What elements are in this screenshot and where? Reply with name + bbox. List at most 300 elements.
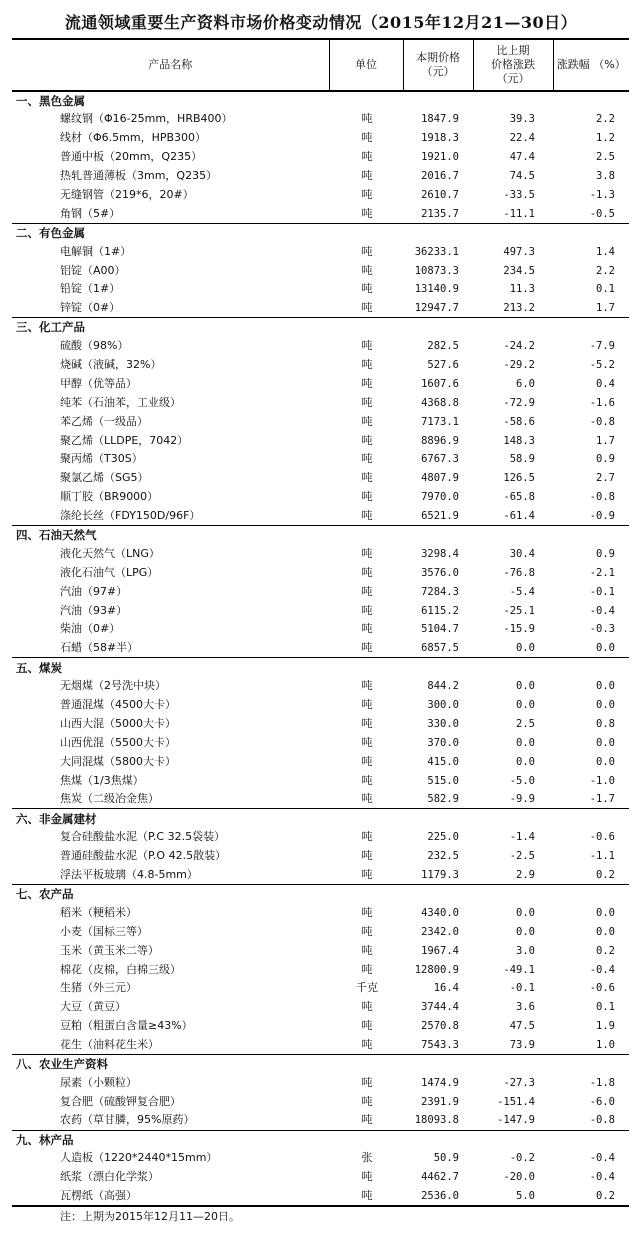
table-row [12, 450, 629, 469]
product-name: 柴油（0#） [60, 622, 121, 636]
product-name: 普通硅酸盐水泥（P.O 42.5散装） [60, 849, 227, 863]
pct-cell: -0.1 [589, 585, 615, 598]
table-row [12, 412, 629, 431]
unit-cell: 吨 [329, 507, 403, 526]
change-cell: -65.8 [503, 491, 535, 504]
price-cell: 1607.6 [421, 377, 459, 390]
unit-cell: 吨 [361, 943, 373, 957]
pct-cell: -1.6 [589, 396, 615, 409]
unit-cell: 吨 [361, 1170, 373, 1184]
price-cell: 7970.0 [421, 491, 459, 504]
change-cell: -33.5 [503, 189, 535, 201]
unit-cell: 吨 [361, 905, 373, 919]
product-name: 无缝钢管（219*6，20#） [60, 188, 194, 201]
price-cell: 370.0 [427, 736, 459, 749]
price-cell: 415.0 [427, 755, 459, 768]
pct-cell: 1.0 [553, 1036, 629, 1055]
unit-cell: 吨 [361, 754, 373, 768]
unit-cell: 吨 [361, 622, 373, 636]
price-cell: 844.2 [427, 680, 459, 693]
price-cell: 4368.8 [421, 396, 459, 409]
price-cell: 6115.2 [421, 604, 459, 617]
unit-cell: 吨 [361, 698, 373, 712]
pct-cell: 2.2 [596, 113, 615, 126]
price-cell: 7284.3 [421, 585, 459, 598]
pct-cell: -0.3 [589, 623, 615, 636]
price-cell: 4807.9 [421, 472, 459, 485]
unit-cell: 吨 [361, 849, 373, 863]
price-cell: 3576.0 [421, 566, 459, 579]
price-cell: 3744.4 [421, 1001, 459, 1014]
price-cell: 582.9 [403, 790, 473, 809]
category-row [12, 91, 629, 110]
unit-cell: 吨 [329, 866, 403, 885]
price-cell: 2610.7 [421, 189, 459, 201]
change-cell: 0.0 [473, 639, 553, 658]
product-name: 复合硅酸盐水泥（P.C 32.5袋装） [60, 830, 226, 844]
pct-cell: -0.9 [553, 507, 629, 526]
product-name: 铅锭（1#） [60, 282, 121, 296]
table-row [12, 242, 629, 261]
pct-cell: 0.8 [596, 717, 615, 730]
change-cell: -61.4 [473, 507, 553, 526]
pct-cell: 2.5 [596, 151, 615, 164]
price-cell: 5104.7 [421, 623, 459, 636]
change-cell: 0.0 [516, 680, 535, 693]
pct-cell: 0.0 [596, 755, 615, 768]
change-cell: 47.5 [509, 1020, 535, 1033]
change-cell: 39.3 [509, 113, 535, 126]
table-row [12, 1168, 629, 1187]
price-cell: 6857.5 [403, 639, 473, 658]
unit-cell: 吨 [361, 244, 373, 258]
category-label: 五、煤炭 [16, 660, 62, 675]
product-name: 聚氯乙烯（SG5） [60, 471, 149, 485]
page-title: 流通领域重要生产资料市场价格变动情况（2015年12月21—30日） [64, 13, 578, 32]
pct-cell: 2.7 [596, 472, 615, 485]
unit-cell: 吨 [329, 639, 403, 658]
table-row [12, 469, 629, 488]
unit-cell: 吨 [361, 169, 373, 183]
price-cell: 282.5 [427, 340, 459, 353]
table-row [12, 186, 629, 205]
footnote: 注：上期为2015年12月11—20日。 [60, 1210, 240, 1223]
price-cell: 16.4 [433, 982, 459, 995]
pct-cell: -0.8 [553, 1111, 629, 1130]
price-cell: 1921.0 [421, 151, 459, 164]
unit-cell: 吨 [361, 962, 373, 976]
change-cell: -76.8 [503, 566, 535, 579]
price-cell: 2016.7 [421, 170, 459, 183]
change-cell: 73.9 [473, 1036, 553, 1055]
table-row [12, 1017, 629, 1036]
price-cell: 12800.9 [414, 963, 459, 976]
change-cell: 0.0 [516, 736, 535, 749]
table-row [12, 167, 629, 186]
unit-cell: 吨 [361, 1019, 373, 1033]
change-cell: 3.0 [516, 944, 535, 957]
table-row [12, 204, 629, 223]
unit-cell: 吨 [329, 1111, 403, 1130]
pct-cell: -0.4 [589, 1171, 615, 1184]
product-name: 瓦楞纸（高强） [12, 1187, 329, 1206]
change-cell: 5.0 [473, 1187, 553, 1206]
category-label: 一、黑色金属 [16, 94, 85, 108]
unit-cell: 吨 [361, 716, 373, 730]
product-name: 棉花（皮棉，白棉三级） [60, 962, 181, 976]
category-row [12, 885, 629, 904]
price-cell: 527.6 [427, 359, 459, 372]
table-row [12, 261, 629, 280]
product-name: 硫酸（98%） [60, 339, 129, 353]
price-cell: 330.0 [427, 717, 459, 730]
table-row [12, 790, 629, 809]
price-cell: 4462.7 [421, 1171, 459, 1184]
change-cell: 74.5 [509, 170, 535, 183]
table-row [12, 1111, 629, 1130]
product-name: 人造板（1220*2440*15mm） [60, 1151, 218, 1165]
pct-cell: 0.1 [596, 1001, 615, 1014]
table-row [12, 696, 629, 715]
table-row [12, 979, 629, 998]
pct-cell: 0.9 [596, 453, 615, 466]
price-cell: 1967.4 [421, 944, 459, 957]
change-cell: 126.5 [503, 472, 535, 485]
change-cell: 0.0 [516, 906, 535, 919]
price-cell: 2391.9 [421, 1095, 459, 1108]
unit-cell: 吨 [361, 924, 373, 938]
product-name: 纯苯（石油苯，工业级） [60, 395, 181, 409]
product-name: 纸浆（漂白化学浆） [60, 1170, 159, 1184]
unit-cell: 吨 [361, 603, 373, 617]
header-product-name: 产品名称 [12, 39, 329, 91]
change-cell: -0.1 [509, 982, 535, 995]
table-header-row [12, 39, 629, 91]
change-cell: 58.9 [509, 453, 535, 466]
price-cell: 2570.8 [421, 1020, 459, 1033]
category-label: 四、石油天然气 [16, 528, 97, 543]
change-cell: 2.5 [516, 717, 535, 730]
category-label: 二、有色金属 [16, 226, 85, 241]
table-row [12, 356, 629, 375]
table-row [12, 488, 629, 507]
price-cell: 4340.0 [421, 906, 459, 919]
unit-cell: 张 [361, 1151, 373, 1165]
table-row [12, 677, 629, 696]
price-cell: 12947.7 [403, 299, 473, 318]
unit-cell: 吨 [361, 830, 373, 844]
price-cell: 13140.9 [414, 283, 459, 296]
pct-cell: 0.2 [553, 1187, 629, 1206]
change-cell: 3.6 [516, 1001, 535, 1014]
table-row [12, 1036, 629, 1055]
pct-cell: -0.8 [589, 491, 615, 504]
product-name: 顺丁胶（BR9000） [60, 490, 159, 504]
price-cell: 1918.3 [421, 132, 459, 145]
change-cell: -15.9 [503, 623, 535, 636]
pct-cell: 0.9 [596, 547, 615, 560]
product-name: 大豆（黄豆） [60, 1000, 126, 1014]
change-cell: -1.4 [509, 831, 535, 844]
change-cell: 6.0 [516, 377, 535, 390]
pct-cell: -1.8 [589, 1076, 615, 1089]
category-row [12, 526, 629, 545]
change-cell: 0.0 [516, 925, 535, 938]
pct-cell: -1.0 [589, 774, 615, 787]
change-cell: -24.2 [503, 340, 535, 353]
unit-cell: 吨 [361, 490, 373, 504]
unit-cell: 吨 [361, 414, 373, 428]
change-cell: -5.0 [509, 774, 535, 787]
category-label: 九、林产品 [16, 1132, 74, 1147]
table-row [12, 639, 629, 658]
change-cell: -20.0 [503, 1171, 535, 1184]
product-name: 山西大混（5000大卡） [60, 716, 176, 730]
pct-cell: 3.8 [596, 170, 615, 183]
header-current-price: 本期价格 （元） [403, 39, 473, 91]
change-cell: -9.9 [473, 790, 553, 809]
change-cell: 47.4 [509, 151, 535, 164]
header-price-change: 比上期 价格涨跌 （元） [473, 39, 553, 91]
price-cell: 36233.1 [414, 245, 459, 258]
header-unit: 单位 [329, 39, 403, 91]
unit-cell: 吨 [329, 204, 403, 223]
price-cell: 1474.9 [421, 1076, 459, 1089]
change-cell: -0.2 [509, 1152, 535, 1165]
product-name: 电解铜（1#） [60, 244, 132, 258]
table-row [12, 866, 629, 885]
pct-cell: -0.4 [589, 1152, 615, 1165]
pct-cell: 0.0 [596, 699, 615, 712]
product-name: 花生（油料花生米） [12, 1036, 329, 1055]
table-row [12, 601, 629, 620]
product-name: 热轧普通薄板（3mm，Q235） [60, 169, 218, 183]
product-name: 尿素（小颗粒） [60, 1075, 137, 1089]
table-row [12, 431, 629, 450]
change-cell: 148.3 [503, 434, 535, 447]
change-cell: -151.4 [497, 1095, 535, 1108]
product-name: 聚丙烯（T30S） [60, 452, 143, 466]
price-cell: 6767.3 [421, 453, 459, 466]
unit-cell: 吨 [361, 188, 373, 201]
change-cell: 11.3 [509, 283, 535, 296]
category-label: 三、化工产品 [16, 320, 85, 335]
price-cell: 515.0 [427, 774, 459, 787]
product-name: 石蜡（58#半） [12, 639, 329, 658]
change-cell: -5.4 [509, 585, 535, 598]
unit-cell: 吨 [361, 565, 373, 579]
pct-cell: -6.0 [589, 1095, 615, 1108]
change-cell: -147.9 [473, 1111, 553, 1130]
change-cell: 234.5 [503, 264, 535, 277]
change-cell: -58.6 [503, 415, 535, 428]
price-cell: 7173.1 [421, 415, 459, 428]
pct-cell: 0.2 [553, 866, 629, 885]
unit-cell: 吨 [361, 452, 373, 466]
price-cell: 1847.9 [421, 113, 459, 126]
change-cell: -27.3 [503, 1076, 535, 1089]
table-row [12, 828, 629, 847]
category-label: 六、非金属建材 [16, 811, 97, 826]
pct-cell: 0.2 [596, 944, 615, 957]
change-cell: -29.2 [503, 359, 535, 372]
unit-cell: 吨 [361, 358, 373, 372]
unit-cell: 千克 [356, 981, 378, 995]
product-name: 螺纹钢（Φ16-25mm，HRB400） [60, 112, 233, 126]
product-name: 农药（草甘膦，95%原药） [12, 1111, 329, 1130]
price-table-container [12, 38, 629, 1207]
unit-cell: 吨 [361, 1094, 373, 1108]
product-name: 生猪（外三元） [60, 981, 137, 995]
product-name: 涤纶长丝（FDY150D/96F） [12, 507, 329, 526]
category-label: 八、农业生产资料 [16, 1057, 108, 1072]
pct-cell: -1.3 [589, 189, 615, 201]
product-name: 浮法平板玻璃（4.8-5mm） [12, 866, 329, 885]
pct-cell: -2.1 [589, 566, 615, 579]
pct-cell: 0.1 [596, 283, 615, 296]
price-cell: 225.0 [427, 831, 459, 844]
product-name: 大同混煤（5800大卡） [60, 754, 176, 768]
unit-cell: 吨 [361, 1075, 373, 1089]
table-row [12, 393, 629, 412]
price-table [12, 38, 629, 1207]
table-row [12, 129, 629, 148]
product-name: 无烟煤（2号洗中块） [60, 679, 166, 693]
table-row [12, 998, 629, 1017]
unit-cell: 吨 [361, 773, 373, 787]
unit-cell: 吨 [361, 471, 373, 485]
product-name: 苯乙烯（一级品） [60, 414, 148, 428]
unit-cell: 吨 [361, 679, 373, 693]
pct-cell: 0.0 [596, 736, 615, 749]
category-row [12, 1055, 629, 1074]
product-name: 稻米（粳稻米） [60, 905, 137, 919]
product-name: 复合肥（硫酸钾复合肥） [60, 1094, 181, 1108]
change-cell: 2.9 [473, 866, 553, 885]
table-row [12, 148, 629, 167]
product-name: 玉米（黄玉米二等） [60, 943, 159, 957]
product-name: 小麦（国标三等） [60, 924, 148, 938]
price-cell: 8896.9 [421, 434, 459, 447]
table-row [12, 110, 629, 129]
unit-cell: 吨 [361, 282, 373, 296]
unit-cell: 吨 [361, 376, 373, 390]
pct-cell: -1.1 [589, 850, 615, 863]
table-row [12, 563, 629, 582]
price-cell: 50.9 [433, 1152, 459, 1165]
product-name: 烧碱（液碱，32%） [60, 358, 162, 372]
change-cell: -25.1 [503, 604, 535, 617]
change-cell: 30.4 [509, 547, 535, 560]
pct-cell: -0.4 [589, 604, 615, 617]
product-name: 聚乙烯（LLDPE，7042） [60, 433, 189, 447]
pct-cell: -0.8 [589, 415, 615, 428]
price-cell: 1179.3 [403, 866, 473, 885]
pct-cell: 1.2 [596, 132, 615, 145]
category-row [12, 658, 629, 677]
table-row [12, 922, 629, 941]
product-name: 焦炭（二级冶金焦） [12, 790, 329, 809]
pct-cell: 1.7 [553, 299, 629, 318]
price-cell: 6521.9 [403, 507, 473, 526]
header-change-pct: 涨跌幅 （%） [553, 39, 629, 91]
change-cell: -49.1 [503, 963, 535, 976]
category-row [12, 1130, 629, 1149]
unit-cell: 吨 [361, 395, 373, 409]
table-body [12, 91, 629, 1206]
product-name: 汽油（97#） [60, 584, 128, 598]
product-name: 甲醇（优等品） [60, 376, 137, 390]
table-row [12, 582, 629, 601]
category-label: 七、农产品 [16, 887, 74, 902]
pct-cell: -1.7 [553, 790, 629, 809]
unit-cell: 吨 [329, 1187, 403, 1206]
unit-cell: 吨 [361, 735, 373, 749]
table-row [12, 620, 629, 639]
unit-cell: 吨 [361, 433, 373, 447]
table-row [12, 1092, 629, 1111]
unit-cell: 吨 [361, 339, 373, 353]
change-cell: 0.0 [516, 699, 535, 712]
pct-cell: -0.4 [589, 963, 615, 976]
product-name: 液化石油气（LPG） [60, 565, 159, 579]
price-cell: 300.0 [427, 699, 459, 712]
table-row [12, 960, 629, 979]
pct-cell: -7.9 [589, 340, 615, 353]
table-row [12, 941, 629, 960]
price-cell: 3298.4 [421, 547, 459, 560]
unit-cell: 吨 [361, 546, 373, 560]
unit-cell: 吨 [361, 131, 373, 145]
table-row [12, 771, 629, 790]
unit-cell: 吨 [361, 112, 373, 126]
product-name: 锌锭（0#） [12, 299, 329, 318]
pct-cell: 0.4 [596, 377, 615, 390]
product-name: 线材（Φ6.5mm，HPB300） [60, 131, 207, 145]
product-name: 普通混煤（4500大卡） [60, 698, 176, 712]
price-cell: 232.5 [427, 850, 459, 863]
product-name: 山西优混（5500大卡） [60, 735, 176, 749]
table-row [12, 733, 629, 752]
pct-cell: -0.6 [589, 982, 615, 995]
pct-cell: 0.0 [553, 639, 629, 658]
table-row [12, 847, 629, 866]
pct-cell: -5.2 [589, 359, 615, 372]
pct-cell: 0.0 [596, 906, 615, 919]
category-row [12, 223, 629, 242]
price-cell: 18093.8 [403, 1111, 473, 1130]
pct-cell: 2.2 [596, 264, 615, 277]
change-cell: -2.5 [509, 850, 535, 863]
table-row [12, 1187, 629, 1206]
unit-cell: 吨 [329, 1036, 403, 1055]
pct-cell: 0.0 [596, 680, 615, 693]
table-row [12, 1073, 629, 1092]
product-name: 汽油（93#） [60, 603, 128, 617]
price-cell: 7543.3 [403, 1036, 473, 1055]
product-name: 普通中板（20mm，Q235） [60, 150, 203, 164]
product-name: 豆粕（粗蛋白含量≥43%） [60, 1019, 193, 1033]
table-row [12, 1149, 629, 1168]
table-row [12, 337, 629, 356]
pct-cell: 1.7 [596, 434, 615, 447]
change-cell: -11.1 [473, 204, 553, 223]
pct-cell: 0.0 [596, 925, 615, 938]
product-name: 焦煤（1/3焦煤） [60, 773, 144, 787]
price-cell: 2135.7 [403, 204, 473, 223]
product-name: 角钢（5#） [12, 204, 329, 223]
unit-cell: 吨 [361, 150, 373, 164]
